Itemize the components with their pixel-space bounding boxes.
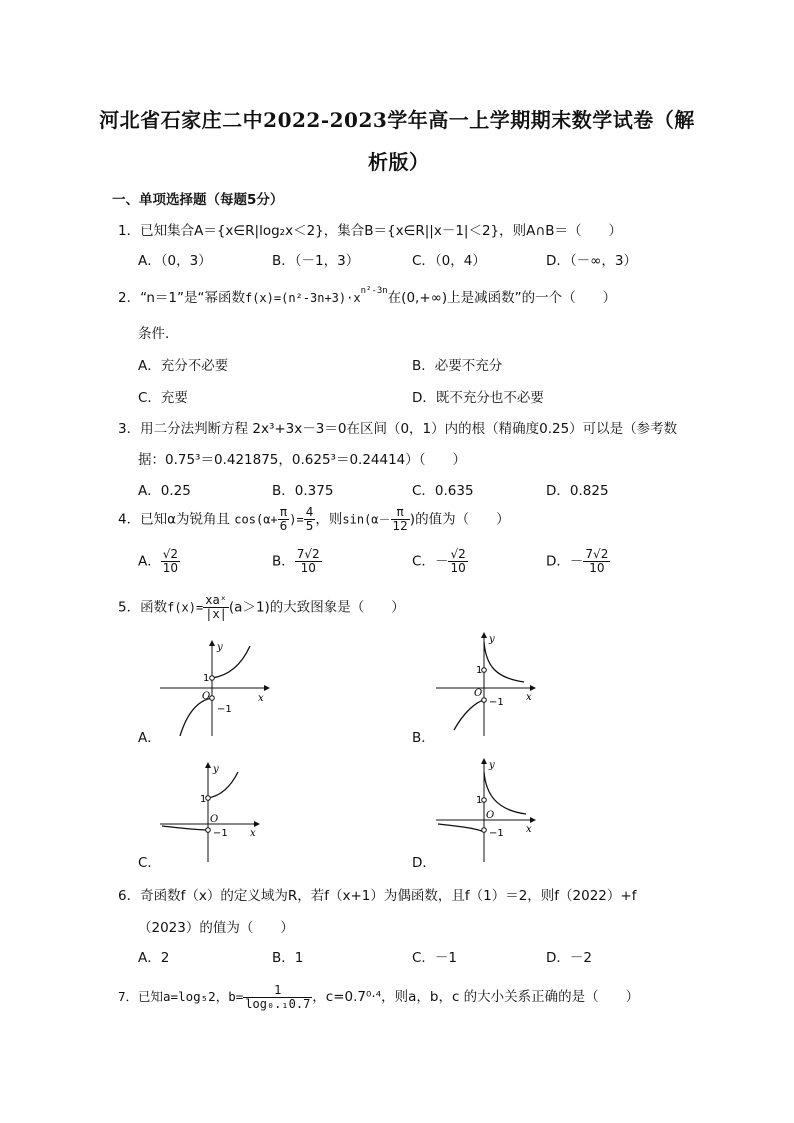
q7-fraction: $\frac{1}{\text{log₀.₁0.7}}$ [245,982,311,1011]
question-1: 1．已知集合A＝{x∈R|log₂x＜2}，集合B＝{x∈R||x－1|＜2}，则A∩B＝（ ） [118,223,623,239]
graph-d [436,758,536,862]
graph-d-origin: O [486,810,495,821]
question-7 [118,982,639,1012]
q6-option-b: B．1 [272,950,304,966]
q4-option-b-letter: B． [272,553,295,570]
q1-option-b: B．（－1，3） [272,253,360,269]
question-3-cont: 据：0.75³＝0.421875，0.625³＝0.24414）（ ） [138,452,467,468]
q4-option-d [546,548,610,575]
q4-option-c-frac: $\frac{√2}{10}$ [450,547,466,575]
q1-option-d: D．（－∞，3） [546,253,637,269]
q6-option-d: D．－2 [546,950,592,966]
q5-text-start: 5．函数 [118,599,168,616]
q3-option-d: D．0.825 [546,483,609,499]
q4-option-a-frac: $\frac{√2}{10}$ [162,547,179,575]
graph-c-one: 1 [200,794,207,805]
q2-text-end: 在(0,+∞)上是减函数”的一个（ ） [387,290,617,306]
q4-sin: sin(α－ [342,512,391,527]
graph-c-origin: O [210,814,219,825]
graph-c-minus-one: −1 [213,828,228,839]
graph-a-x-label: x [258,693,264,704]
q2-exponent: n²-3n [360,285,388,296]
question-6-cont: （2023）的值为（ ） [138,920,294,936]
q1-option-c: C．（0，4） [412,253,486,269]
graph-b-label: B． [412,730,435,746]
graph-b-x-label: x [526,692,532,703]
q2-text-start: 2．“n＝1”是“幂函数 [118,290,245,306]
q4-option-c-sign: － [434,553,449,570]
question-4 [118,506,510,533]
graph-d-one: 1 [476,795,483,806]
q4-then: ，则 [315,511,343,528]
graph-b-y-label: y [489,634,495,645]
page-title-continued: 析版） [368,150,430,174]
q2-option-d: D．既不充分也不必要 [412,390,544,406]
q3-option-c: C．0.635 [412,483,474,499]
graph-a-minus-one: −1 [217,704,232,715]
graph-c-x-label: x [250,828,256,839]
q4-pi-over-12: $\frac{\pi}{12}$ [392,505,408,533]
graph-b-origin: O [474,688,483,699]
graph-d-label: D． [412,855,436,871]
q4-option-b [272,548,322,575]
q7-text-end: ，c=0.7⁰·⁴，则a，b，c 的大小关系正确的是（ ） [312,989,640,1005]
graph-a-label: A． [138,730,161,746]
q4-cos: cos(α+ [234,512,278,527]
q4-four-fifths: $\frac{4}{5}$ [305,505,314,533]
graph-c-label: C． [138,855,161,871]
graph-c-y-label: y [213,764,219,775]
q4-pi-over-6: $\frac{\pi}{6}$ [279,505,288,533]
graph-a-y-label: y [217,642,223,653]
graph-b-minus-one: −1 [489,697,504,708]
q7-text-start: 7．已知a=log₅2，b= [118,989,244,1004]
question-2 [118,286,616,306]
q2-option-a: A．充分不必要 [138,358,229,374]
q4-option-c-letter: C． [412,553,435,570]
graph-b-one: 1 [476,665,483,676]
q5-fraction: $\frac{\text{xaˣ}}{|x|}$ [205,593,227,621]
question-6: 6．奇函数f（x）的定义域为R，若f（x+1）为偶函数，且f（1）＝2，则f（2022）+f [118,888,637,904]
q2-option-b: B．必要不充分 [412,358,503,374]
graph-a [160,640,270,736]
q4-option-b-frac: $\frac{7√2}{10}$ [296,547,320,575]
q5-text-end: (a＞1)的大致图象是（ ） [228,599,405,616]
q6-option-c: C．－1 [412,950,458,966]
q4-option-c [412,548,468,575]
graph-c [160,762,260,862]
q4-option-d-letter: D． [546,553,570,570]
q3-option-a: A．0.25 [138,483,191,499]
q5-fx: f(x)= [167,600,204,615]
q4-option-d-sign: － [569,553,584,570]
q4-option-d-frac: $\frac{7√2}{10}$ [585,547,609,575]
q2-option-c: C．充要 [138,390,188,406]
graph-d-y-label: y [489,760,495,771]
graph-d-x-label: x [526,824,532,835]
q3-option-b: B．0.375 [272,483,334,499]
question-2-cont: 条件． [138,326,179,342]
q1-option-a: A．（0，3） [138,253,212,269]
question-3: 3．用二分法判断方程 2x³+3x－3＝0在区间（0，1）内的根（精确度0.25）可以是（参考数 [118,421,678,437]
q4-text-end: )的值为（ ） [409,511,510,528]
q6-option-a: A．2 [138,950,170,966]
q4-text-start: 4．已知α为锐角且 [118,511,230,528]
graph-b [436,632,536,736]
q4-option-a-letter: A． [138,553,161,570]
graph-a-origin: O [202,691,211,702]
page-title: 河北省石家庄二中2022-2023学年高一上学期期末数学试卷（解 [99,108,695,132]
graph-a-one: 1 [203,673,210,684]
graph-d-minus-one: −1 [489,828,504,839]
q4-equals: )= [289,512,304,527]
q4-option-a [138,548,180,575]
section-heading: 一、单项选择题（每题5分） [112,192,284,208]
question-5 [118,594,405,621]
q2-formula: f(x)=(n²-3n+3)·x [244,291,361,305]
